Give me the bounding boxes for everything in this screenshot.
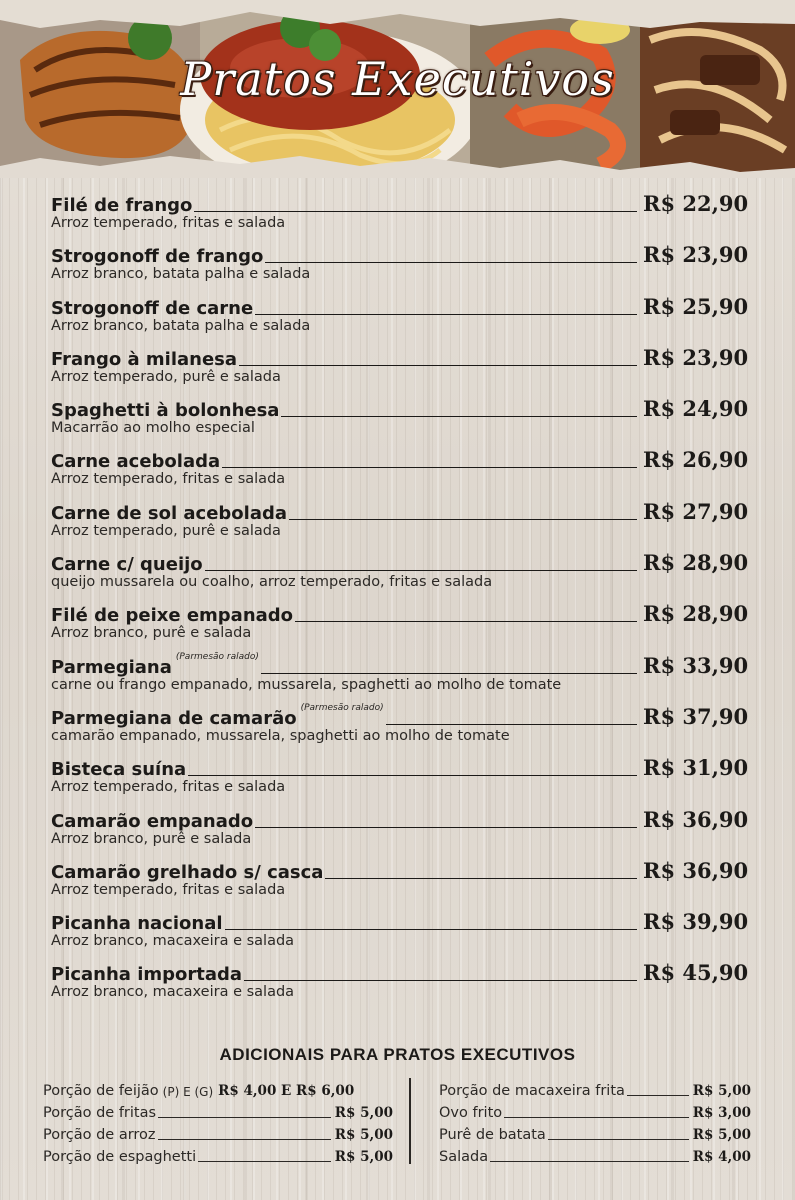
menu-item-row (51, 853, 751, 883)
menu-item (51, 494, 751, 545)
menu-item-row (51, 442, 751, 472)
menu-item-name: Spaghetti à bolonhesa (51, 400, 280, 422)
extras-title: ADICIONAIS PARA PRATOS EXECUTIVOS (219, 1045, 576, 1064)
menu-item-description: Arroz temperado, fritas e salada (51, 881, 286, 898)
menu-item-price: R$ 23,90 (643, 344, 749, 370)
dotted-leader (158, 1116, 331, 1118)
dotted-leader (627, 1094, 689, 1096)
menu-item-name: Picanha nacional (51, 913, 223, 935)
menu-item (51, 442, 751, 493)
dotted-leader (386, 723, 637, 725)
menu-item-price: R$ 24,90 (643, 396, 749, 422)
menu-item-description: Arroz temperado, fritas e salada (51, 779, 286, 796)
menu-item-name: Strogonoff de frango (51, 246, 264, 268)
extras-divider (409, 1078, 411, 1164)
menu-item-description: queijo mussarela ou coalho, arroz temperado, fritas e salada (51, 574, 493, 591)
dotted-leader (255, 826, 637, 828)
extra-item (439, 1099, 751, 1121)
extras-left-column (43, 1077, 393, 1165)
extra-item-name: Porção de espaghetti (43, 1149, 197, 1165)
extra-item (439, 1143, 751, 1165)
extra-item-note: (P) E (G) (162, 1085, 214, 1099)
dotted-leader (325, 877, 637, 879)
menu-item-row (51, 750, 751, 780)
extra-item-name: Salada (439, 1149, 489, 1165)
dotted-leader (289, 518, 637, 520)
dotted-leader (225, 928, 637, 930)
menu-item (51, 699, 751, 750)
menu-item-name: Frango à milanesa (51, 348, 238, 370)
dotted-leader (188, 774, 637, 776)
menu-item-row (51, 289, 751, 319)
menu-item-description: Arroz branco, purê e salada (51, 625, 252, 642)
extra-item-price: R$ 4,00 (692, 1149, 751, 1165)
dotted-leader (261, 672, 637, 674)
menu-item-price: R$ 23,90 (643, 242, 749, 268)
extras-right-column (439, 1077, 751, 1165)
menu-item-price: R$ 45,90 (643, 960, 749, 986)
menu-item (51, 391, 751, 442)
menu-item (51, 802, 751, 853)
menu-item-name: Filé de peixe empanado (51, 605, 294, 627)
dotted-leader (244, 979, 637, 981)
menu-item-row (51, 237, 751, 267)
menu-item (51, 648, 751, 699)
extra-item-name: Porção de fritas (43, 1105, 157, 1121)
menu-item (51, 545, 751, 596)
menu-item (51, 186, 751, 237)
menu-item-row (51, 802, 751, 832)
menu-item (51, 237, 751, 288)
menu-item-row (51, 648, 751, 678)
menu-item-description: Arroz branco, macaxeira e salada (51, 933, 295, 950)
menu-item-description: Arroz branco, batata palha e salada (51, 317, 311, 334)
extra-item-name: Ovo frito (439, 1105, 503, 1121)
menu-item (51, 750, 751, 801)
dotted-leader (222, 466, 637, 468)
extra-item-price: R$ 3,00 (692, 1105, 751, 1121)
extra-item-name: Porção de macaxeira frita (439, 1083, 625, 1099)
menu-item-row (51, 494, 751, 524)
extra-item-price: R$ 5,00 (692, 1083, 751, 1099)
menu-item-row (51, 391, 751, 421)
menu-item-description: carne ou frango empanado, mussarela, spaghetti ao molho de tomate (51, 676, 562, 693)
menu-item-row (51, 904, 751, 934)
page-title: Pratos Executivos (180, 52, 615, 106)
menu-item-price: R$ 27,90 (643, 498, 749, 524)
dotted-leader (255, 313, 637, 315)
menu-item-price: R$ 36,90 (643, 857, 749, 883)
menu-item-row (51, 340, 751, 370)
menu-item-price: R$ 39,90 (643, 909, 749, 935)
dotted-leader (504, 1116, 689, 1118)
dotted-leader (265, 261, 637, 263)
menu-item-price: R$ 37,90 (643, 703, 749, 729)
menu-item-description: Arroz temperado, purê e salada (51, 368, 281, 385)
menu-item-description: Arroz temperado, fritas e salada (51, 215, 286, 231)
menu-item-name: Carne de sol acebolada (51, 502, 288, 524)
menu-item-note: (Parmesão ralado) (300, 702, 384, 713)
menu-item-name: Camarão grelhado s/ casca (51, 861, 324, 883)
dotted-leader (198, 1160, 331, 1162)
menu-item-description: Arroz branco, purê e salada (51, 830, 252, 847)
menu-item-name: Parmegiana de camarão (51, 707, 297, 729)
menu-item (51, 853, 751, 904)
menu-item-row (51, 186, 751, 216)
dotted-leader (158, 1138, 331, 1140)
extra-item-price: R$ 5,00 (334, 1105, 393, 1121)
menu-item (51, 289, 751, 340)
dotted-leader (548, 1138, 689, 1140)
menu-item (51, 955, 751, 1006)
menu-item-price: R$ 28,90 (643, 601, 749, 627)
menu-item-name: Picanha importada (51, 964, 243, 986)
menu-item-price: R$ 25,90 (643, 293, 749, 319)
menu-item (51, 904, 751, 955)
menu-item-name: Strogonoff de carne (51, 297, 254, 319)
menu-item-name: Carne acebolada (51, 451, 221, 473)
menu-list (51, 186, 751, 1007)
menu-item-description: Macarrão ao molho especial (51, 420, 255, 437)
menu-item-price: R$ 31,90 (643, 755, 749, 781)
menu-item-row (51, 596, 751, 626)
menu-item-row (51, 699, 751, 729)
menu-item-description: Arroz branco, macaxeira e salada (51, 984, 295, 1001)
menu-item-name: Carne c/ queijo (51, 554, 203, 576)
menu-item-price: R$ 36,90 (643, 806, 749, 832)
header-banner (0, 0, 795, 178)
dotted-leader (295, 620, 637, 622)
menu-item (51, 340, 751, 391)
extra-item-price: R$ 4,00 E R$ 6,00 (218, 1083, 355, 1099)
menu-item-price: R$ 33,90 (643, 652, 749, 678)
extra-item (43, 1099, 393, 1121)
extra-item (43, 1143, 393, 1165)
menu-item-name: Filé de frango (51, 195, 193, 216)
extra-item (439, 1077, 751, 1099)
dotted-leader (281, 415, 637, 417)
menu-item-description: Arroz branco, batata palha e salada (51, 266, 311, 283)
menu-item (51, 596, 751, 647)
extra-item (43, 1121, 393, 1143)
menu-item-row (51, 955, 751, 985)
menu-item-description: camarão empanado, mussarela, spaghetti ao molho de tomate (51, 727, 510, 744)
extra-item (439, 1121, 751, 1143)
menu-item-name: Parmegiana (51, 656, 172, 678)
menu-item-price: R$ 26,90 (643, 447, 749, 473)
menu-item-name: Camarão empanado (51, 810, 254, 832)
menu-item-name: Bisteca suína (51, 759, 187, 781)
menu-item-note: (Parmesão ralado) (175, 651, 259, 662)
dotted-leader (205, 569, 637, 571)
dotted-leader (194, 210, 637, 212)
menu-item-price: R$ 28,90 (643, 550, 749, 576)
menu-item-price: R$ 22,90 (643, 191, 749, 216)
dotted-leader (490, 1160, 689, 1162)
extra-item (43, 1077, 393, 1099)
menu-item-description: Arroz temperado, fritas e salada (51, 471, 286, 488)
dotted-leader (239, 364, 637, 366)
menu-item-description: Arroz temperado, purê e salada (51, 522, 281, 539)
extra-item-price: R$ 5,00 (692, 1127, 751, 1143)
extra-item-name: Porção de feijão (43, 1083, 159, 1099)
extra-item-name: Porção de arroz (43, 1127, 156, 1143)
extra-item-name: Purê de batata (439, 1127, 546, 1143)
extra-item-price: R$ 5,00 (334, 1149, 393, 1165)
menu-item-row (51, 545, 751, 575)
extra-item-price: R$ 5,00 (334, 1127, 393, 1143)
